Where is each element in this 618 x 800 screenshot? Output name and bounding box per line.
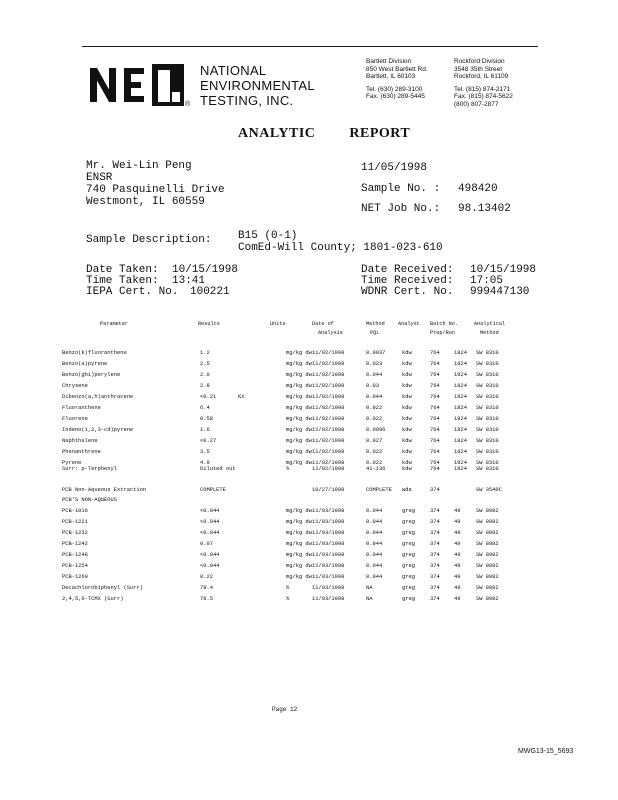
time-taken: 13:41 — [172, 275, 206, 287]
cell-units: mg/kg dw — [286, 541, 312, 547]
cell-analyst: wda — [402, 487, 412, 493]
cell-pql: 0.022 — [366, 405, 383, 411]
cell-analyst: kdw — [402, 372, 412, 378]
cell-parameter: PCB Non-Aqueous Extraction — [62, 487, 147, 493]
table-row — [0, 405, 618, 415]
rockford-line: 3548 35th Street — [454, 65, 503, 73]
cell-method: SW 8310 — [476, 438, 499, 444]
cell-result: 78.4 — [200, 585, 213, 591]
rockford-line: Fax. (815) 874-5622 — [454, 93, 513, 101]
table-row — [0, 372, 618, 382]
client-company: ENSR — [86, 172, 113, 184]
cell-date: 11/03/1998 — [312, 596, 345, 602]
rockford-line: Tel. (815) 874-2171 — [454, 85, 511, 93]
bartlett-line: Fax. (630) 289-5445 — [366, 93, 425, 101]
cell-run: 1824 — [454, 350, 467, 356]
cell-result: <0.044 — [200, 530, 220, 536]
cell-pql: 0.0096 — [366, 427, 386, 433]
cell-run: 1824 — [454, 394, 467, 400]
cell-date: 11/02/1998 — [312, 394, 345, 400]
cell-pql: 0.044 — [366, 394, 383, 400]
page-number: Page 12 — [272, 706, 298, 713]
cell-batch: 764 — [430, 394, 440, 400]
cell-method: SW 8082 — [476, 530, 499, 536]
cell-date: 11/03/1998 — [312, 563, 345, 569]
table-row — [0, 541, 618, 551]
cell-parameter: PCB-1248 — [62, 552, 88, 558]
cell-units: mg/kg dw — [286, 372, 312, 378]
cell-result: 1.2 — [200, 350, 210, 356]
cell-date: 11/02/1998 — [312, 405, 345, 411]
cell-parameter: PCB-1221 — [62, 519, 88, 525]
rockford-division — [454, 58, 513, 109]
cell-date: 11/02/1998 — [312, 383, 345, 389]
table-row — [0, 585, 618, 595]
cell-pql: 0.044 — [366, 574, 383, 580]
col-header-method — [366, 320, 385, 338]
cell-batch: 374 — [430, 596, 440, 602]
cell-method: SW 8082 — [476, 508, 499, 514]
cell-result: 6.4 — [200, 405, 210, 411]
cell-parameter: Surr: p-Terphenyl — [62, 466, 117, 472]
cell-batch: 764 — [430, 460, 440, 466]
cell-result: 2.0 — [200, 372, 210, 378]
cell-date: 11/03/1998 — [312, 508, 345, 514]
cell-units: mg/kg dw — [286, 405, 312, 411]
cell-method: SW 8310 — [476, 427, 499, 433]
cell-result: COMPLETE — [200, 487, 226, 493]
cell-pql: 0.022 — [366, 460, 383, 466]
cell-pql: 0.023 — [366, 361, 383, 367]
wdnr-cert: 999447130 — [470, 286, 530, 298]
pcb-section-heading — [0, 497, 618, 507]
col-header-batch — [430, 320, 458, 338]
cell-units: mg/kg dw — [286, 361, 312, 367]
col-header-units: Units — [270, 321, 286, 327]
cell-pql: NA — [366, 585, 373, 591]
bartlett-division — [366, 58, 428, 101]
cell-pql: 0.044 — [366, 563, 383, 569]
table-row — [0, 552, 618, 562]
cell-units: mg/kg dw — [286, 563, 312, 569]
top-rule — [82, 46, 538, 47]
cell-batch: 764 — [430, 361, 440, 367]
cell-run: 1824 — [454, 449, 467, 455]
cell-result: Diluted out — [200, 466, 236, 472]
col-header-date-line: Date of — [312, 321, 334, 327]
cell-units: mg/kg dw — [286, 449, 312, 455]
cell-units: mg/kg dw — [286, 460, 312, 466]
cell-parameter: PCB-1254 — [62, 563, 88, 569]
cell-result: 2.8 — [200, 383, 210, 389]
cell-units: % — [286, 596, 290, 602]
cell-analyst: kdw — [402, 466, 412, 472]
description-line-2: ComEd-Will County; 1801-023-610 — [238, 242, 443, 254]
cell-analyst: kdw — [402, 438, 412, 444]
cell-method: SW 3540C — [476, 487, 502, 493]
cell-result: <0.27 — [200, 438, 217, 444]
cell-analyst: kdw — [402, 427, 412, 433]
col-header-batch-line: Batch No. — [430, 321, 459, 327]
cell-date: 11/03/1998 — [312, 519, 345, 525]
cell-analyst: greg — [402, 574, 415, 580]
bartlett-line: Bartlett, IL 60103 — [366, 73, 416, 81]
cell-parameter: PCB-1242 — [62, 541, 88, 547]
report-title — [238, 126, 410, 142]
cell-parameter: PCB-1260 — [62, 574, 88, 580]
cell-result: 2.5 — [200, 361, 210, 367]
date-received: 10/15/1998 — [470, 264, 537, 276]
iepa-cert: 100221 — [190, 286, 230, 298]
col-header-method-line: PQL — [370, 330, 380, 336]
cell-run: 1824 — [454, 427, 467, 433]
cell-pql: 0.03 — [366, 383, 379, 389]
cell-parameter: Benzo(a)pyrene — [62, 361, 108, 367]
cell-date: 11/02/1998 — [312, 372, 345, 378]
cell-date: 11/02/1998 — [312, 449, 345, 455]
cell-run: 49 — [454, 585, 461, 591]
net-logo-graphic — [86, 62, 190, 108]
cell-run: 1824 — [454, 405, 467, 411]
cell-batch: 764 — [430, 350, 440, 356]
table-row — [0, 530, 618, 540]
cell-analyst: greg — [402, 596, 415, 602]
cell-pql: 0.0037 — [366, 350, 386, 356]
cell-method: SW 8310 — [476, 372, 499, 378]
table-row — [0, 466, 618, 476]
col-header-date-line: Analysis — [318, 330, 343, 336]
cell-batch: 764 — [430, 449, 440, 455]
cell-batch: 374 — [430, 585, 440, 591]
cell-run: 49 — [454, 563, 461, 569]
cell-units: mg/kg dw — [286, 530, 312, 536]
table-row — [0, 449, 618, 459]
bartlett-line: Tel. (630) 289-3100 — [366, 85, 423, 93]
rockford-line: Rockford Division — [454, 58, 505, 65]
cell-parameter: Indeno(1,2,3-cd)pyrene — [62, 427, 134, 433]
cell-qualifier: KX — [238, 394, 245, 400]
cell-analyst: greg — [402, 508, 415, 514]
time-received-label: Time Received: — [361, 275, 454, 287]
cell-method: SW 8310 — [476, 394, 499, 400]
cell-date: 11/03/1998 — [312, 541, 345, 547]
cell-method: SW 8310 — [476, 405, 499, 411]
document-id: MWG13-15_5693 — [518, 748, 574, 755]
cell-date: 11/02/1998 — [312, 460, 345, 466]
cell-units: mg/kg dw — [286, 574, 312, 580]
cell-pql: 0.044 — [366, 530, 383, 536]
cell-method: SW 8082 — [476, 552, 499, 558]
cell-date: 11/02/1998 — [312, 427, 345, 433]
cell-analyst: greg — [402, 519, 415, 525]
cell-units: mg/kg dw — [286, 427, 312, 433]
cell-run: 49 — [454, 519, 461, 525]
svg-text:®: ® — [185, 101, 190, 108]
date-taken: 10/15/1998 — [172, 264, 239, 276]
cell-analyst: greg — [402, 552, 415, 558]
cell-run: 1824 — [454, 383, 467, 389]
cell-method: SW 8310 — [476, 383, 499, 389]
bartlett-line: Bartlett Division — [366, 58, 412, 65]
cell-method: SW 8082 — [476, 596, 499, 602]
client-name: Mr. Wei-Lin Peng — [86, 160, 192, 172]
cell-analyst: kdw — [402, 460, 412, 466]
table-row — [0, 596, 618, 606]
col-header-parameter: Parameter — [100, 321, 129, 327]
cell-batch: 764 — [430, 372, 440, 378]
cell-batch: 764 — [430, 438, 440, 444]
wdnr-label: WDNR Cert. No. — [361, 286, 454, 298]
cell-result: 0.58 — [200, 416, 213, 422]
table-row — [0, 350, 618, 360]
cell-units: mg/kg dw — [286, 508, 312, 514]
client-city: Westmont, IL 60559 — [86, 196, 205, 208]
cell-run: 49 — [454, 574, 461, 580]
cell-pql: 0.044 — [366, 552, 383, 558]
cell-method: SW 8310 — [476, 460, 499, 466]
cell-parameter: Pyrene — [62, 460, 82, 466]
cell-analyst: kdw — [402, 394, 412, 400]
cell-method: SW 8082 — [476, 585, 499, 591]
cell-units: mg/kg dw — [286, 394, 312, 400]
cell-result: 1.6 — [200, 427, 210, 433]
time-taken-label: Time Taken: — [86, 275, 159, 287]
cell-batch: 374 — [430, 574, 440, 580]
cell-parameter: Phenanthrene — [62, 449, 101, 455]
cell-pql: 0.044 — [366, 372, 383, 378]
cell-parameter: Decachlorobiphenyl (Surr) — [62, 585, 143, 591]
cell-result: 0.22 — [200, 574, 213, 580]
cell-batch: 374 — [430, 530, 440, 536]
cell-result: 0.07 — [200, 541, 213, 547]
cell-run: 1824 — [454, 361, 467, 367]
cell-units: mg/kg dw — [286, 438, 312, 444]
table-row — [0, 383, 618, 393]
cell-pql: 0.022 — [366, 449, 383, 455]
cell-date: 10/27/1998 — [312, 487, 345, 493]
table-row — [0, 427, 618, 437]
cell-units: % — [286, 466, 290, 472]
cell-batch: 764 — [430, 383, 440, 389]
cell-pql: COMPLETE — [366, 487, 392, 493]
date-received-label: Date Received: — [361, 264, 454, 276]
cell-parameter: 2,4,5,6-TCMX (Surr) — [62, 596, 124, 602]
cell-pql: 0.044 — [366, 508, 383, 514]
table-row — [0, 574, 618, 584]
cell-units: mg/kg dw — [286, 350, 312, 356]
cell-method: SW 8310 — [476, 466, 499, 472]
company-name-line-1: NATIONAL — [200, 63, 267, 78]
col-header-batch-line: Prep/Run — [430, 330, 455, 336]
extraction-row — [0, 487, 618, 497]
cell-batch: 374 — [430, 508, 440, 514]
cell-batch: 764 — [430, 466, 440, 472]
cell-run: 49 — [454, 530, 461, 536]
cell-analyst: greg — [402, 541, 415, 547]
cell-date: 11/03/1998 — [312, 585, 345, 591]
cell-parameter: Benzo(k)fluoranthene — [62, 350, 127, 356]
cell-analyst: kdw — [402, 416, 412, 422]
company-name-line-2: ENVIRONMENTAL — [200, 78, 315, 93]
time-received: 17:05 — [470, 275, 504, 287]
table-row — [0, 416, 618, 426]
cell-parameter: Dibenzo(a,h)anthracene — [62, 394, 134, 400]
cell-units: mg/kg dw — [286, 416, 312, 422]
cell-units: mg/kg dw — [286, 519, 312, 525]
cell-batch: 764 — [430, 416, 440, 422]
cell-date: 11/03/1998 — [312, 530, 345, 536]
cell-analyst: greg — [402, 563, 415, 569]
cell-run: 1824 — [454, 372, 467, 378]
bartlett-line: 850 West Bartlett Rd. — [366, 65, 428, 73]
table-row — [0, 394, 618, 404]
job-no: 98.13402 — [458, 203, 511, 215]
cell-pql: NA — [366, 596, 373, 602]
cell-parameter: Benzo(ghi)perylene — [62, 372, 121, 378]
cell-result: <0.044 — [200, 552, 220, 558]
table-row — [0, 563, 618, 573]
cell-run: 1824 — [454, 416, 467, 422]
rockford-line: Rockford, IL 61109 — [454, 73, 509, 81]
cell-date: 11/02/1998 — [312, 361, 345, 367]
iepa-label: IEPA Cert. No. — [86, 286, 179, 298]
cell-result: 78.5 — [200, 596, 213, 602]
company-name-line-3: TESTING, INC. — [200, 93, 294, 108]
cell-run: 49 — [454, 552, 461, 558]
cell-run: 1824 — [454, 466, 467, 472]
cell-date: 11/02/1998 — [312, 466, 345, 472]
cell-pql: 41-136 — [366, 466, 386, 472]
cell-run: 1824 — [454, 460, 467, 466]
cell-pql: 0.027 — [366, 438, 383, 444]
report-title-word: REPORT — [349, 126, 411, 141]
cell-method: SW 8310 — [476, 449, 499, 455]
rockford-line: (800) 807-2877 — [454, 100, 499, 108]
cell-method: SW 8310 — [476, 416, 499, 422]
table-row — [0, 361, 618, 371]
cell-batch: 374 — [430, 541, 440, 547]
col-header-analytical-line: Method — [480, 330, 499, 336]
cell-date: 11/03/1998 — [312, 552, 345, 558]
col-header-analyst: Analyst — [398, 321, 420, 327]
sample-no-label: Sample No. : — [361, 183, 441, 195]
cell-pql: 0.022 — [366, 416, 383, 422]
cell-parameter: PCB-1016 — [62, 508, 88, 514]
cell-result: <0.21 — [200, 394, 217, 400]
col-header-date — [312, 320, 343, 338]
cell-result: <0.044 — [200, 508, 220, 514]
col-header-analytical — [474, 320, 505, 338]
description-label: Sample Description: — [86, 234, 212, 246]
cell-result: <0.044 — [200, 563, 220, 569]
cell-result: 4.9 — [200, 460, 210, 466]
cell-result: 3.5 — [200, 449, 210, 455]
table-row — [0, 519, 618, 529]
sample-no: 498420 — [458, 183, 498, 195]
cell-batch: 374 — [430, 563, 440, 569]
cell-analyst: kdw — [402, 350, 412, 356]
cell-run: 49 — [454, 508, 461, 514]
cell-analyst: greg — [402, 530, 415, 536]
client-street: 740 Pasquinelli Drive — [86, 184, 225, 196]
cell-date: 11/03/1998 — [312, 574, 345, 580]
cell-parameter: Chrysene — [62, 383, 88, 389]
cell-parameter: PCB-1232 — [62, 530, 88, 536]
cell-run: 49 — [454, 596, 461, 602]
job-no-label: NET Job No.: — [361, 203, 441, 215]
pcb-heading-text: PCB'S NON-AQUEOUS — [62, 497, 117, 503]
cell-analyst: greg — [402, 585, 415, 591]
cell-analyst: kdw — [402, 361, 412, 367]
cell-run: 1824 — [454, 438, 467, 444]
cell-method: SW 8082 — [476, 541, 499, 547]
col-header-analytical-line: Analytical — [474, 321, 506, 327]
cell-parameter: Naphthalene — [62, 438, 98, 444]
net-logo — [86, 62, 190, 108]
cell-batch: 374 — [430, 487, 440, 493]
cell-analyst: kdw — [402, 383, 412, 389]
cell-date: 11/02/1998 — [312, 350, 345, 356]
cell-parameter: Fluoranthene — [62, 405, 101, 411]
table-row — [0, 508, 618, 518]
cell-method: SW 8310 — [476, 350, 499, 356]
cell-batch: 374 — [430, 552, 440, 558]
cell-method: SW 8310 — [476, 361, 499, 367]
cell-analyst: kdw — [402, 449, 412, 455]
cell-method: SW 8082 — [476, 563, 499, 569]
cell-parameter: Fluorene — [62, 416, 88, 422]
date-taken-label: Date Taken: — [86, 264, 159, 276]
cell-result: <0.044 — [200, 519, 220, 525]
cell-pql: 0.044 — [366, 519, 383, 525]
cell-date: 11/02/1998 — [312, 416, 345, 422]
col-header-method-line: Method — [366, 321, 385, 327]
cell-units: mg/kg dw — [286, 383, 312, 389]
cell-batch: 374 — [430, 519, 440, 525]
report-date: 11/05/1998 — [361, 162, 428, 174]
cell-method: SW 8082 — [476, 574, 499, 580]
cell-batch: 764 — [430, 427, 440, 433]
report-title-word: ANALYTIC — [238, 126, 316, 141]
description-line-1: B15 (0-1) — [238, 230, 298, 242]
cell-run: 49 — [454, 541, 461, 547]
cell-date: 11/02/1998 — [312, 438, 345, 444]
table-row — [0, 438, 618, 448]
cell-method: SW 8082 — [476, 519, 499, 525]
cell-analyst: kdw — [402, 405, 412, 411]
cell-batch: 764 — [430, 405, 440, 411]
cell-pql: 0.044 — [366, 541, 383, 547]
cell-units: % — [286, 585, 290, 591]
col-header-results: Results — [198, 321, 220, 327]
cell-units: mg/kg dw — [286, 552, 312, 558]
